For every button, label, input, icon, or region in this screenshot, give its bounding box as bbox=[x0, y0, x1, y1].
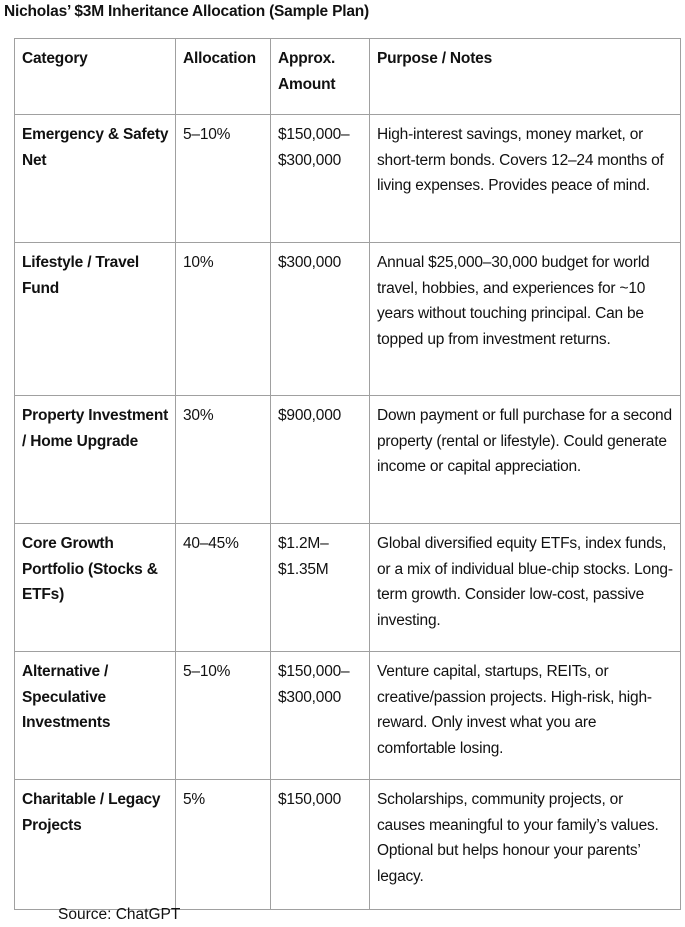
cell-allocation: 10% bbox=[176, 243, 271, 396]
document-title: Nicholas’ $3M Inheritance Allocation (Sample Plan) bbox=[4, 3, 369, 20]
table-row bbox=[15, 243, 681, 396]
header-category: Category bbox=[15, 39, 176, 115]
source-caption: Source: ChatGPT bbox=[58, 906, 181, 923]
table-row bbox=[15, 396, 681, 524]
cell-category: Alternative / Speculative Investments bbox=[15, 652, 176, 780]
cell-allocation: 30% bbox=[176, 396, 271, 524]
allocation-table bbox=[14, 38, 681, 910]
cell-notes: Global diversified equity ETFs, index funds, or a mix of individual blue-chip stocks. Long-term growth. Consider low-cost, passive investing. bbox=[370, 524, 681, 652]
cell-notes: High-interest savings, money market, or short-term bonds. Covers 12–24 months of living expenses. Provides peace of mind. bbox=[370, 115, 681, 243]
cell-notes: Down payment or full purchase for a second property (rental or lifestyle). Could generate income or capital appreciation. bbox=[370, 396, 681, 524]
cell-amount: $150,000– $300,000 bbox=[271, 652, 370, 780]
header-notes: Purpose / Notes bbox=[370, 39, 681, 115]
table-row bbox=[15, 115, 681, 243]
table-row bbox=[15, 652, 681, 780]
cell-category: Emergency & Safety Net bbox=[15, 115, 176, 243]
cell-category: Lifestyle / Travel Fund bbox=[15, 243, 176, 396]
table-row bbox=[15, 780, 681, 910]
cell-amount: $150,000 bbox=[271, 780, 370, 910]
cell-notes: Venture capital, startups, REITs, or creative/passion projects. High-risk, high-reward. Only invest what you are comfortable losing. bbox=[370, 652, 681, 780]
cell-allocation: 5–10% bbox=[176, 652, 271, 780]
cell-amount: $1.2M– $1.35M bbox=[271, 524, 370, 652]
table-header-row bbox=[15, 39, 681, 115]
cell-amount: $300,000 bbox=[271, 243, 370, 396]
cell-amount: $150,000– $300,000 bbox=[271, 115, 370, 243]
header-allocation: Allocation bbox=[176, 39, 271, 115]
cell-allocation: 5% bbox=[176, 780, 271, 910]
table-row bbox=[15, 524, 681, 652]
cell-notes: Scholarships, community projects, or causes meaningful to your family’s values. Optional but helps honour your parents’ legacy. bbox=[370, 780, 681, 910]
cell-category: Charitable / Legacy Projects bbox=[15, 780, 176, 910]
cell-allocation: 5–10% bbox=[176, 115, 271, 243]
cell-amount: $900,000 bbox=[271, 396, 370, 524]
cell-category: Property Investment / Home Upgrade bbox=[15, 396, 176, 524]
cell-category: Core Growth Portfolio (Stocks & ETFs) bbox=[15, 524, 176, 652]
header-amount: Approx. Amount bbox=[271, 39, 370, 115]
cell-notes: Annual $25,000–30,000 budget for world travel, hobbies, and experiences for ~10 years without touching principal. Can be topped up from investment returns. bbox=[370, 243, 681, 396]
cell-allocation: 40–45% bbox=[176, 524, 271, 652]
